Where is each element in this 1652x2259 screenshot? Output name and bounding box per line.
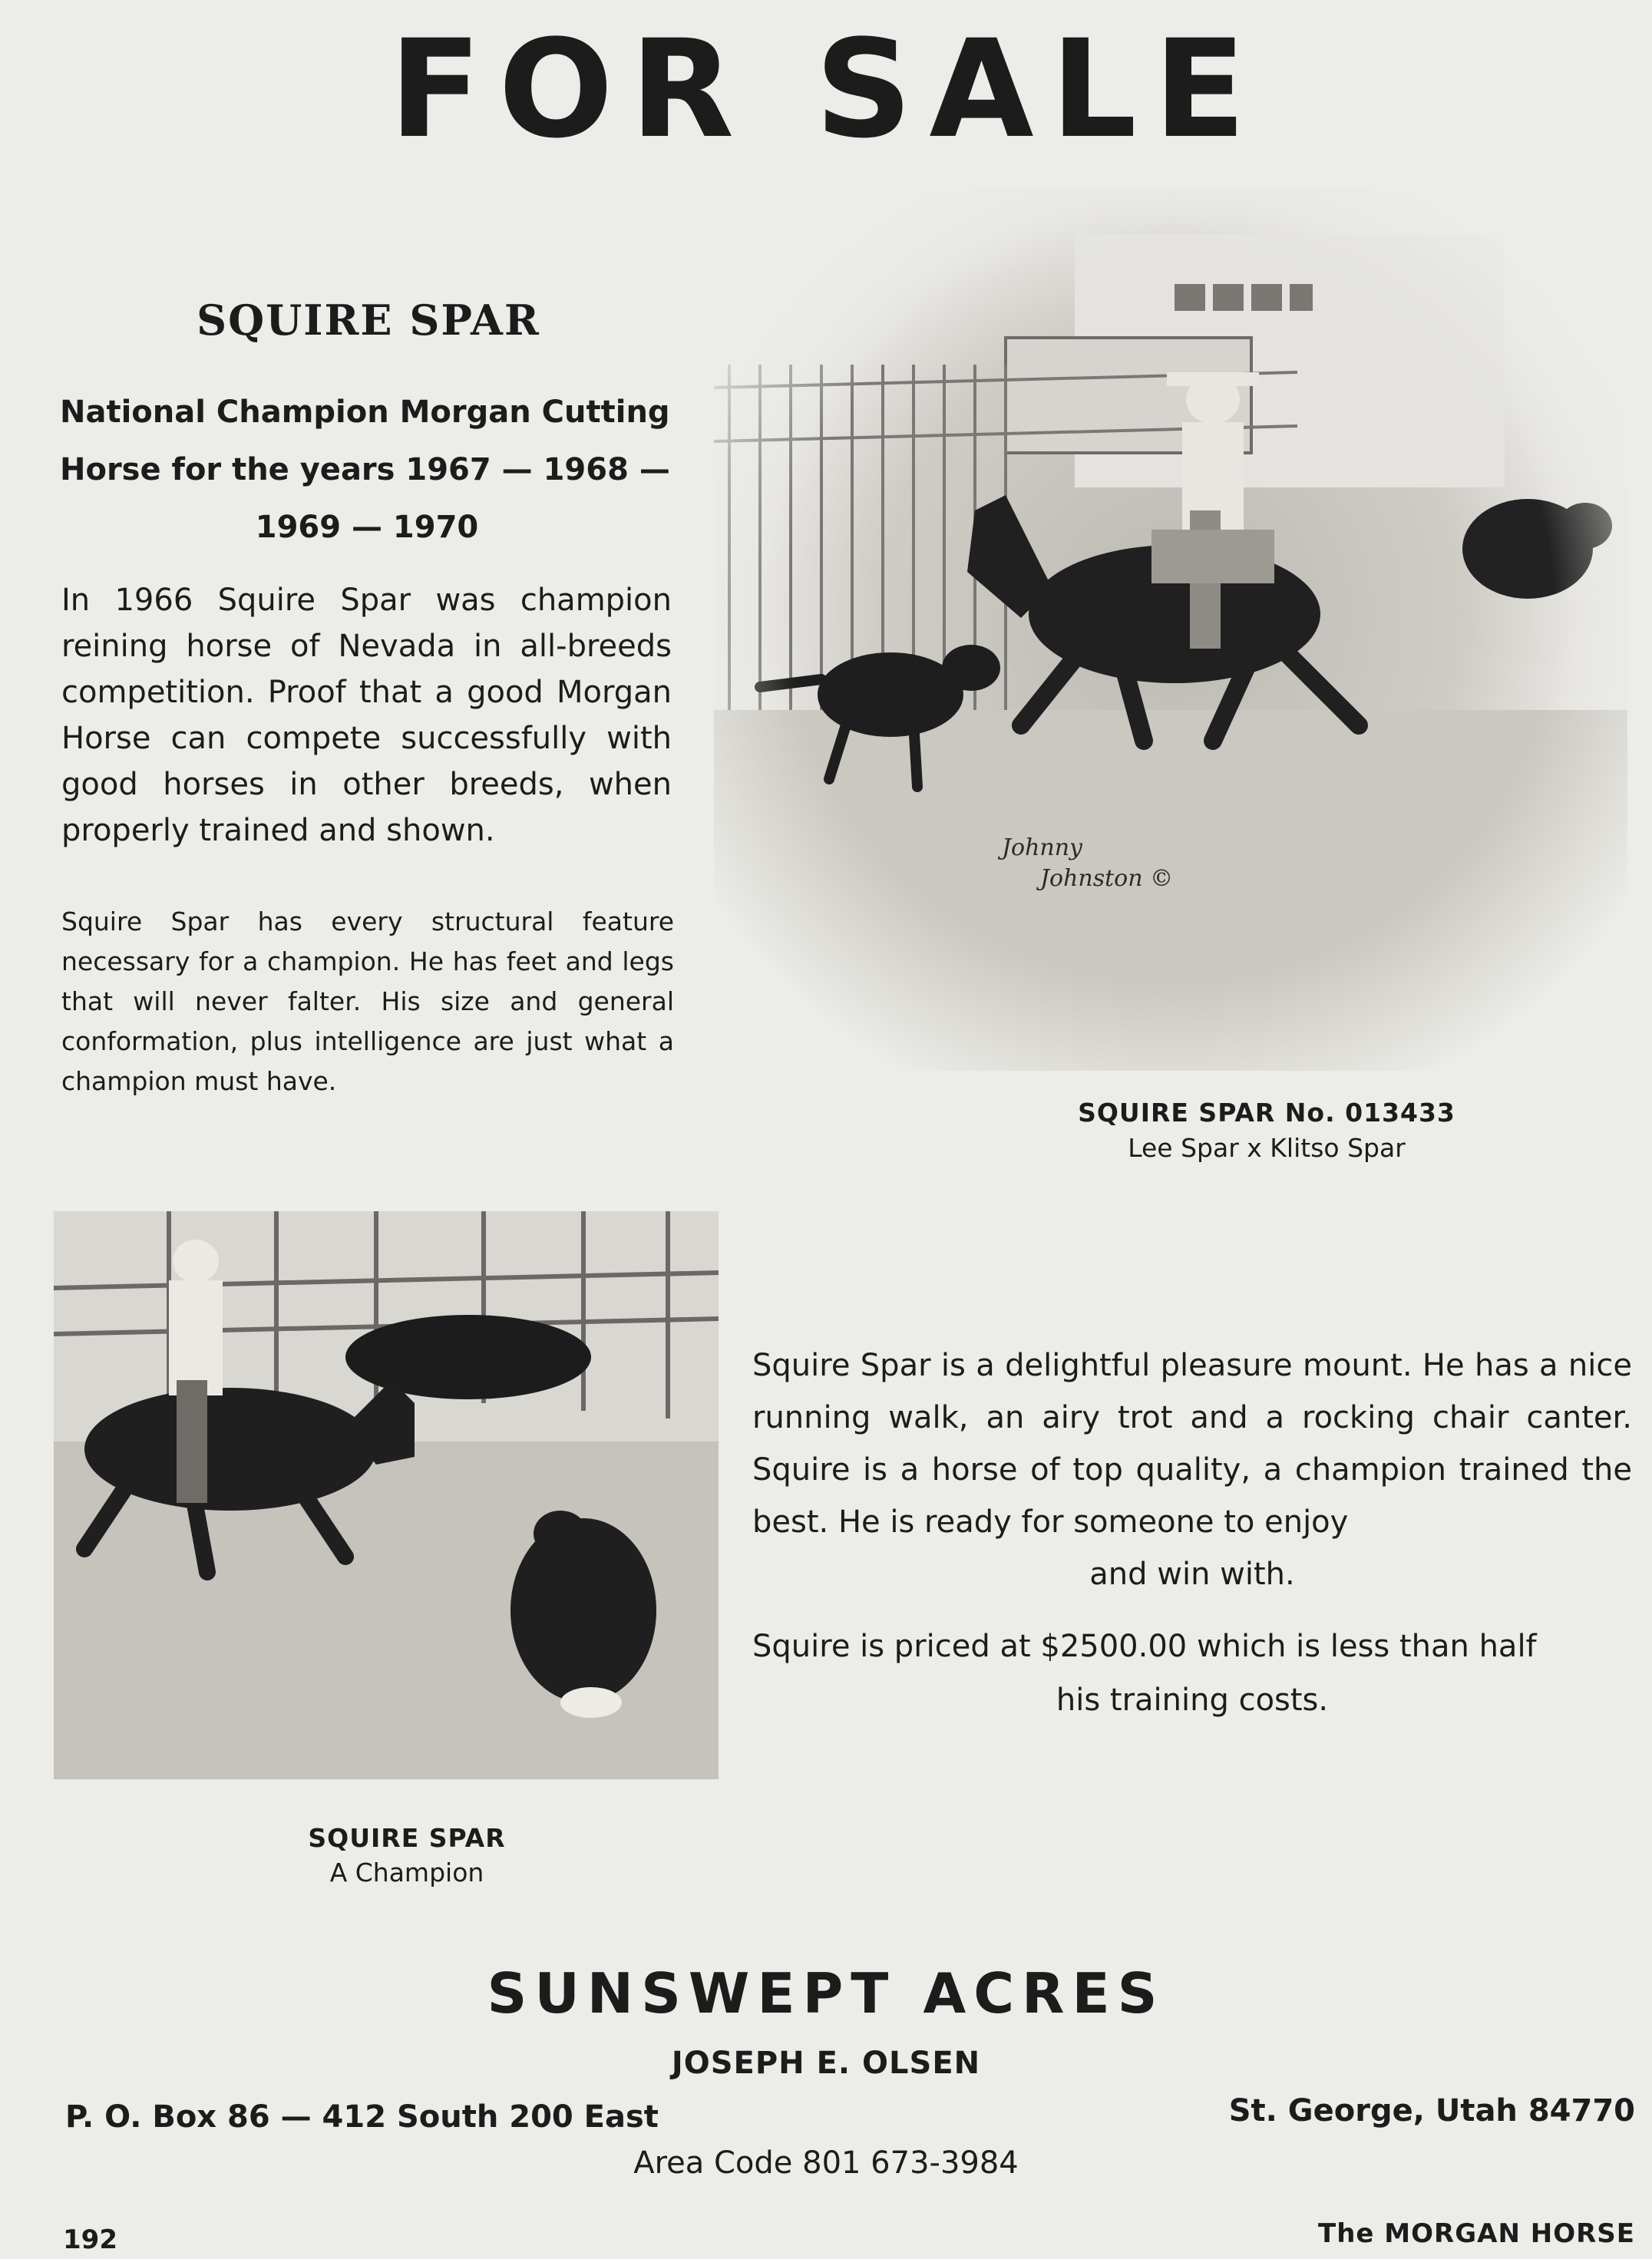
subtitle-line-3: 1969 — 1970 [255, 510, 479, 545]
city-state-zip: St. George, Utah 84770 [1228, 2093, 1635, 2129]
page-number: 192 [63, 2224, 117, 2255]
phone-number: Area Code 801 673-3984 [633, 2145, 1019, 2181]
championship-subtitle [60, 384, 674, 556]
champion-photo [54, 1211, 719, 1779]
pleasure-mount-text: Squire Spar is a delightful pleasure mount. He has a nice running walk, an airy trot and a rocking chair canter. Squire is a horse of top quality, a champion trained the best. He is ready for someone to enjoy [752, 1348, 1632, 1540]
subtitle-line-1: National Champion Morgan Cutting [60, 395, 670, 430]
horse-name-heading: SQUIRE SPAR [197, 296, 540, 345]
page-title: FOR SALE [389, 11, 1263, 168]
photo2-caption-subtitle: A Champion [329, 1858, 484, 1887]
price-last-line: his training costs. [1056, 1683, 1329, 1718]
photo1-caption-subtitle: Lee Spar x Klitso Spar [1128, 1133, 1406, 1163]
cutting-horse-photo [714, 188, 1627, 1071]
pleasure-mount-last-line: and win with. [1089, 1557, 1295, 1592]
owner-name: JOSEPH E. OLSEN [671, 2046, 981, 2081]
cutting-horse-photo-art [714, 188, 1627, 1071]
intro-paragraph: In 1966 Squire Spar was champion reining horse of Nevada in all-breeds competition. Proof that a good Morgan Horse can compete successfully with good horses in other breeds, when properly trained and shown. [61, 583, 672, 848]
signature-line-2: Johnston © [1040, 865, 1174, 892]
photo1-caption-title: SQUIRE SPAR No. 013433 [1078, 1098, 1455, 1128]
mailing-address: P. O. Box 86 — 412 South 200 East [65, 2099, 659, 2135]
price-paragraph [752, 1620, 1632, 1727]
conformation-paragraph: Squire Spar has every structural feature necessary for a champion. He has feet and legs that will never falter. His size and general conformation, plus intelligence are just what a champion must have. [61, 907, 674, 1096]
signature-line-1: Johnny [1002, 834, 1082, 861]
photographer-signature [1002, 833, 1173, 894]
price-text: Squire is priced at $2500.00 which is less than half [752, 1629, 1537, 1664]
pleasure-mount-paragraph [752, 1339, 1632, 1600]
ranch-name: SUNSWEPT ACRES [487, 1961, 1165, 2026]
photo2-caption-title: SQUIRE SPAR [308, 1823, 506, 1853]
subtitle-line-2: Horse for the years 1967 — 1968 — [60, 452, 670, 487]
publication-name: The MORGAN HORSE [1318, 2218, 1635, 2249]
champion-photo-art [54, 1211, 719, 1779]
